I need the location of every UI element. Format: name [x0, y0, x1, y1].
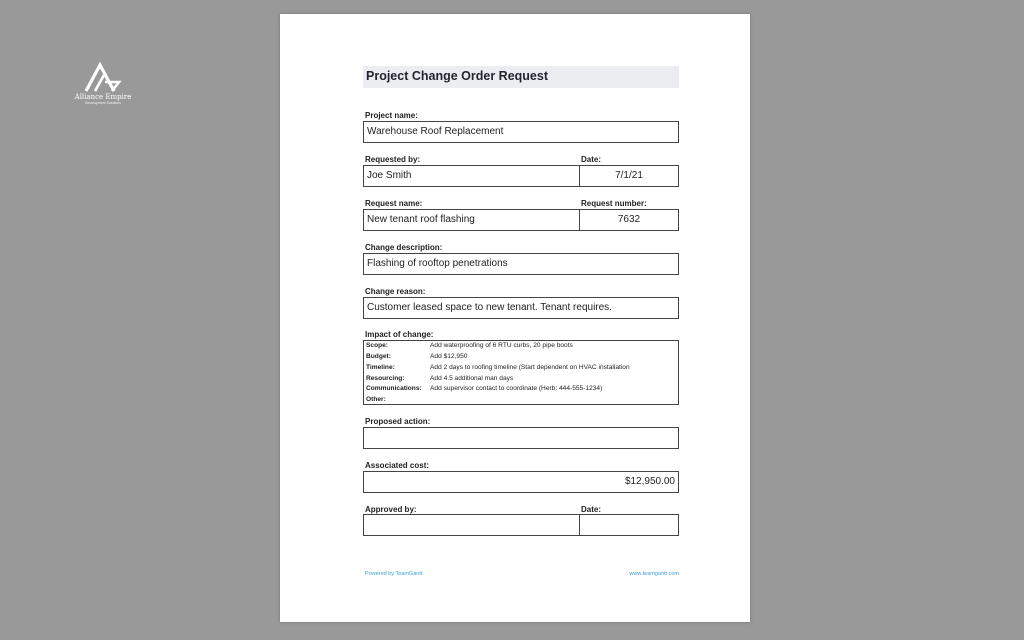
impact-row-communications: Communications: Add supervisor contact to coordinate (Herb: 444-555-1234) — [366, 385, 603, 392]
associated-cost-label: Associated cost: — [365, 461, 430, 470]
request-name-value: New tenant roof flashing — [367, 214, 475, 225]
impact-row-timeline: Timeline: Add 2 days to roofing timeline (Start dependent on HVAC installation — [366, 364, 630, 371]
request-name-field[interactable] — [363, 209, 580, 231]
impact-row-resourcing: Resourcing: Add 4.5 additional man days — [366, 375, 514, 382]
project-name-field[interactable] — [363, 121, 679, 143]
request-number-label: Request number: — [581, 199, 647, 208]
impact-row-budget: Budget: Add $12,950 — [366, 353, 468, 360]
project-name-value: Warehouse Roof Replacement — [367, 126, 504, 137]
company-logo — [74, 62, 132, 112]
date-label: Date: — [581, 155, 602, 164]
change-reason-field[interactable] — [363, 297, 679, 319]
logo-name: Alliance Empire — [74, 93, 132, 101]
requested-by-field[interactable] — [363, 165, 580, 187]
project-name-label: Project name: — [365, 111, 418, 120]
form-title-bar — [363, 66, 679, 88]
approved-by-label: Approved by: — [365, 505, 417, 514]
proposed-action-field[interactable] — [363, 427, 679, 449]
request-number-value: 7632 — [617, 214, 641, 225]
footer-website-link[interactable]: www.teamgantt.com — [629, 571, 679, 577]
impact-row-scope: Scope: Add waterproofing of 6 RTU curbs, 20 pipe boots — [366, 342, 573, 349]
proposed-action-label: Proposed action: — [365, 417, 431, 426]
approval-date-field[interactable] — [579, 514, 679, 536]
approved-by-field[interactable] — [363, 514, 580, 536]
change-reason-value: Customer leased space to new tenant. Tenant requires. — [367, 302, 612, 313]
logo-mark-icon — [83, 62, 123, 92]
date-field[interactable] — [579, 165, 679, 187]
change-description-value: Flashing of rooftop penetrations — [367, 258, 508, 269]
request-name-label: Request name: — [365, 199, 423, 208]
change-description-field[interactable] — [363, 253, 679, 275]
request-number-field[interactable] — [579, 209, 679, 231]
form-title: Project Change Order Request — [366, 69, 548, 83]
document-page — [280, 14, 750, 622]
impact-row-other: Other: — [366, 396, 386, 403]
associated-cost-field[interactable] — [363, 471, 679, 493]
logo-tagline: Development Solutions — [85, 101, 121, 105]
date-value: 7/1/21 — [615, 170, 643, 181]
impact-field[interactable] — [363, 340, 679, 405]
approval-date-label: Date: — [581, 505, 602, 514]
change-description-label: Change description: — [365, 243, 443, 252]
requested-by-label: Requested by: — [365, 155, 421, 164]
change-reason-label: Change reason: — [365, 287, 426, 296]
requested-by-value: Joe Smith — [367, 170, 412, 181]
impact-label: Impact of change: — [365, 330, 434, 339]
associated-cost-value: $12,950.00 — [624, 476, 675, 487]
footer-powered-by-link[interactable]: Powered by TeamGantt — [365, 571, 423, 577]
